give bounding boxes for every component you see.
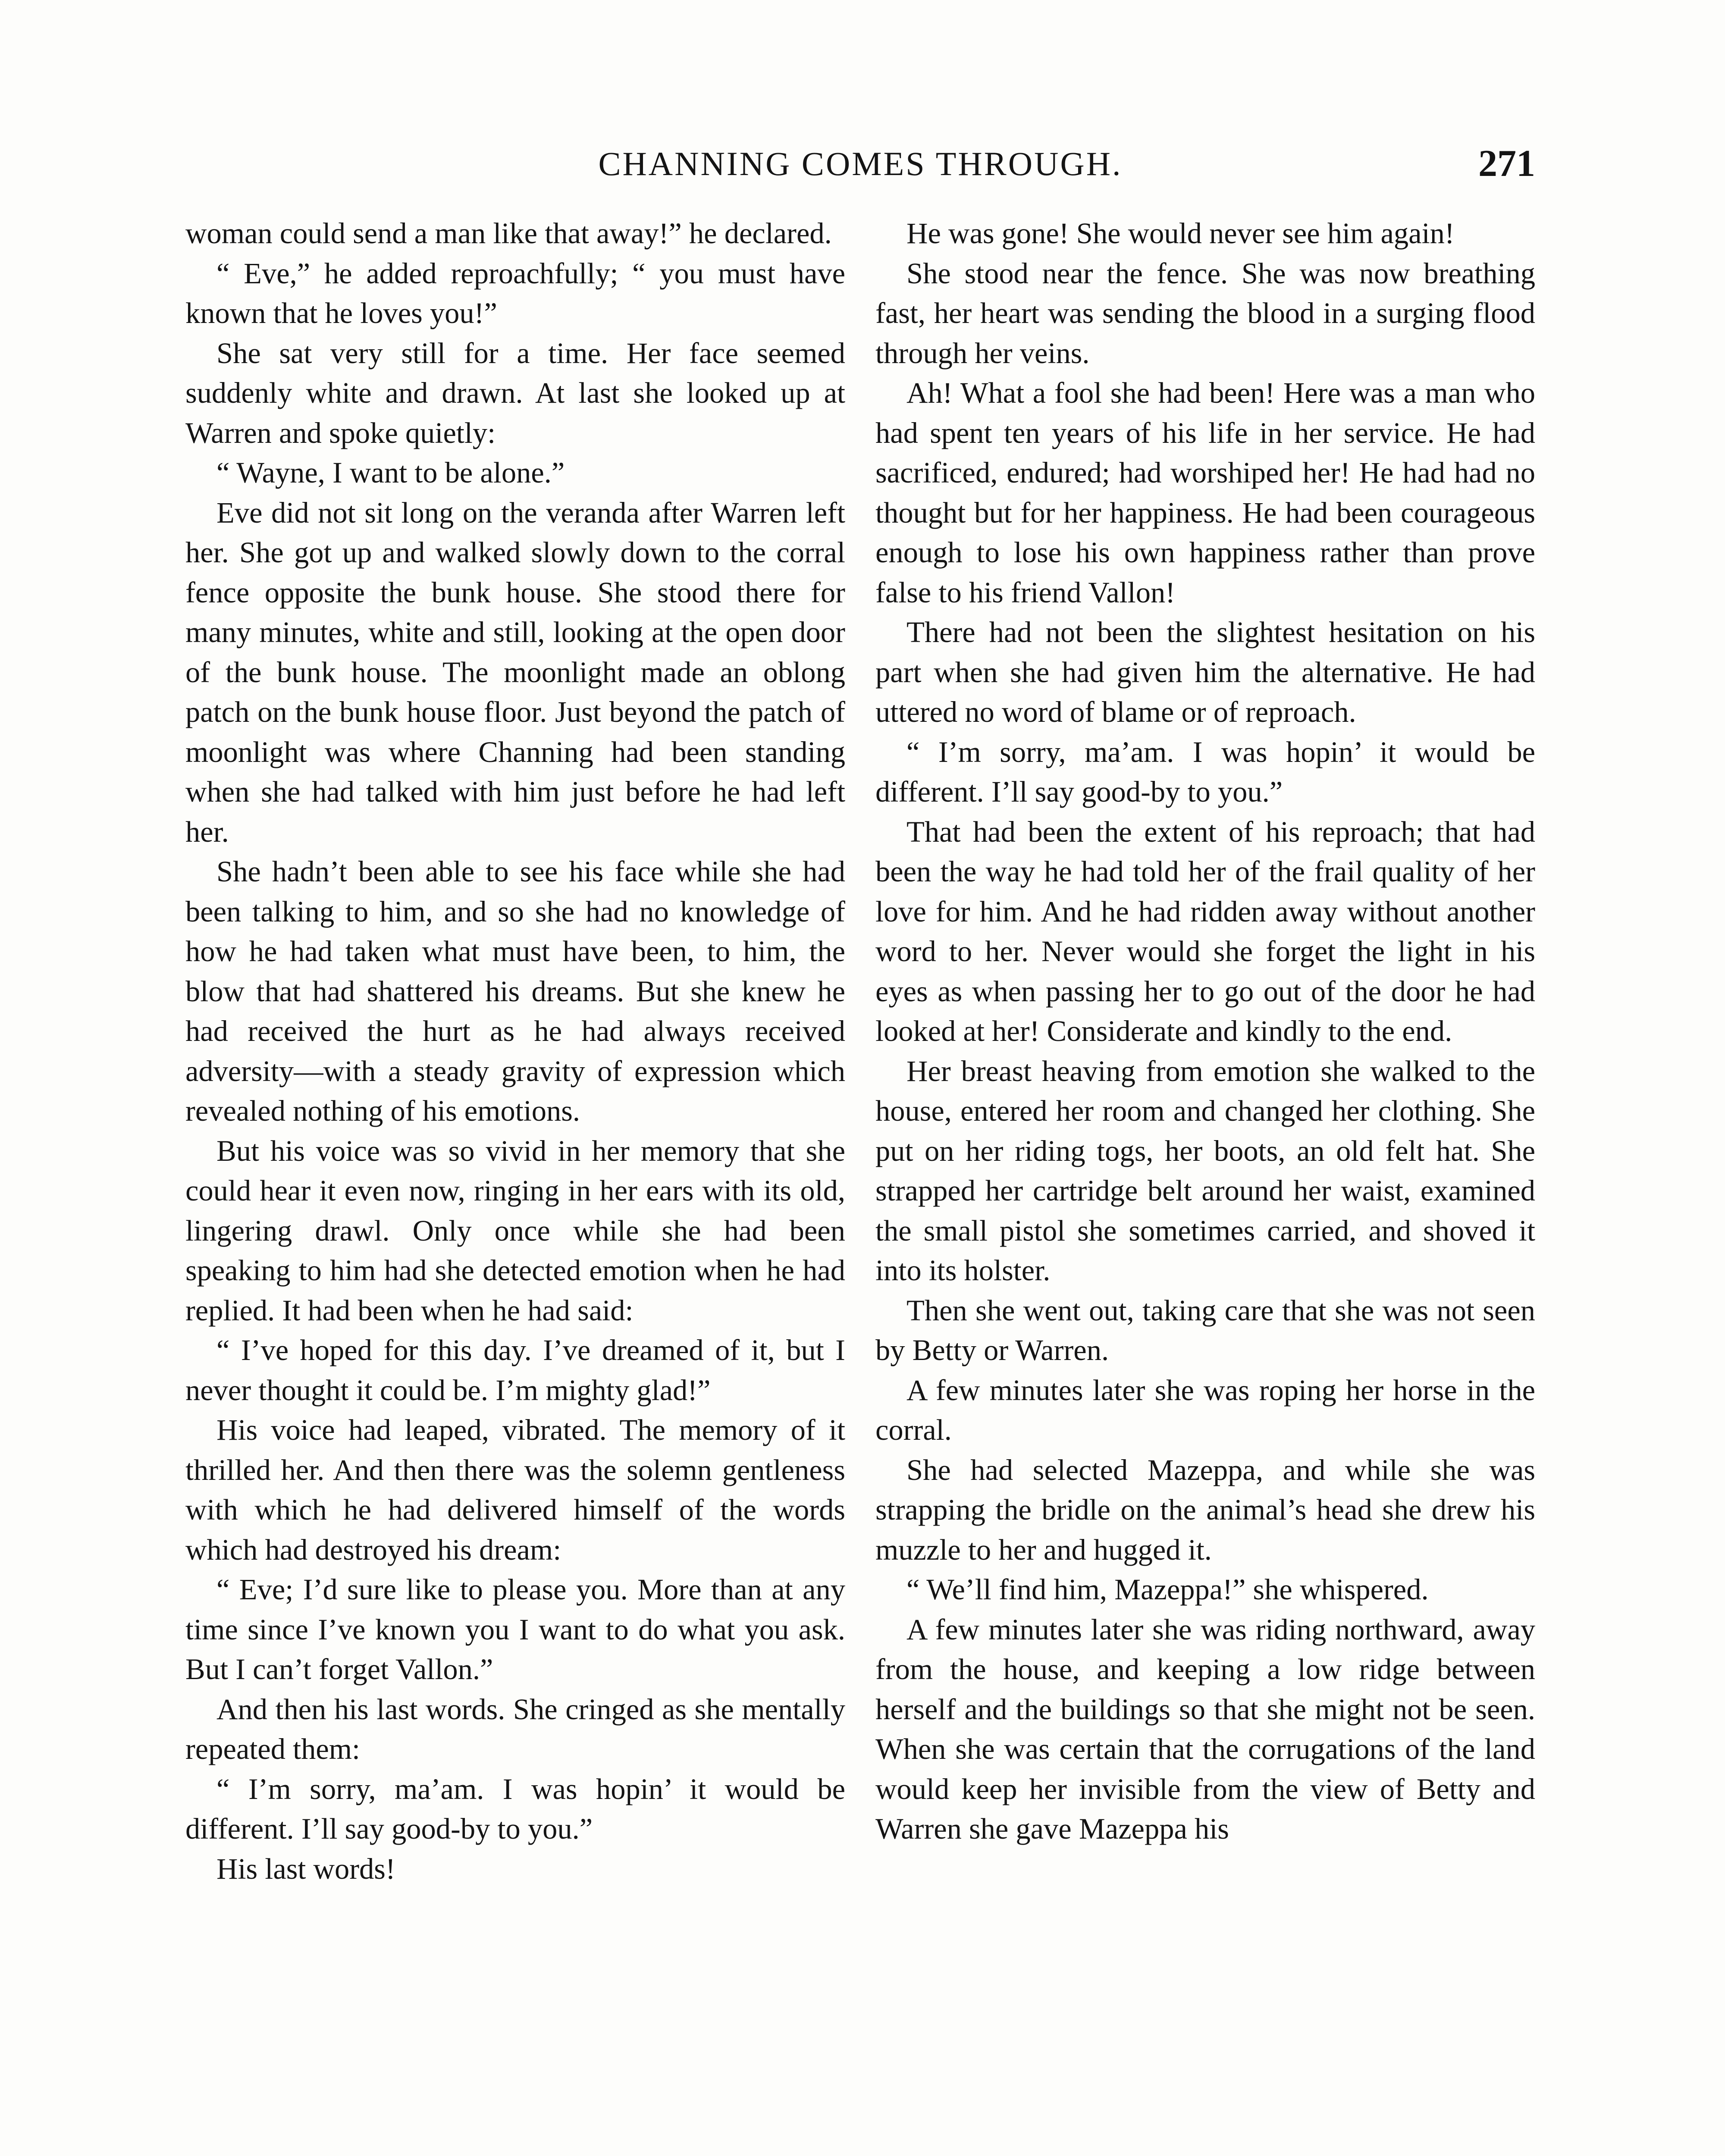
paragraph: “ I’ve hoped for this day. I’ve dreamed of it, but I never thought it could be. I’m mighty glad!” (185, 1334, 845, 1407)
paragraph: “ We’ll find him, Mazeppa!” she whispered. (906, 1573, 1429, 1606)
paragraph: She sat very still for a time. Her face seemed suddenly white and drawn. At last she looked up at Warren and spoke quietly: (185, 336, 845, 449)
paragraph: He was gone! She would never see him again! (906, 217, 1455, 250)
paragraph: “ Wayne, I want to be alone.” (216, 456, 565, 489)
paragraph: A few minutes later she was riding northward, away from the house, and keeping a low ridge between herself and the buildings so that she might not be seen. When she was certain that the corrugations of the land would keep her invisible from the view of Betty and Warren she gave Mazeppa his (875, 1613, 1535, 1845)
paragraph: But his voice was so vivid in her memory that she could hear it even now, ringing in her ears with its old, lingering drawl. Only once while she had been speaking to him had she detected emotion when he had replied. It had been when he had said: (185, 1134, 845, 1327)
paragraph: Then she went out, taking care that she was not seen by Betty or Warren. (875, 1294, 1535, 1366)
paragraph: She stood near the fence. She was now breathing fast, her heart was sending the blood in a surging flood through her veins. (875, 257, 1535, 370)
page-number: 271 (1478, 143, 1535, 185)
paragraph: A few minutes later she was roping her horse in the corral. (875, 1373, 1535, 1446)
page-header (185, 140, 1535, 188)
paragraph: “ I’m sorry, ma’am. I was hopin’ it would be different. I’ll say good-by to you.” (185, 1772, 845, 1845)
paragraph: woman could send a man like that away!” he declared. (185, 217, 832, 250)
paragraph: His last words! (216, 1852, 395, 1885)
paragraph: Ah! What a fool she had been! Here was a man who had spent ten years of his life in her service. He had sacrificed, endured; had worshiped her! He had had no thought but for her happiness. He had been courageous enough to lose his own happiness rather than prove false to his friend Vallon! (875, 376, 1535, 609)
paragraph: His voice had leaped, vibrated. The memory of it thrilled her. And then there was the solemn gentleness with which he had delivered himself of the words which had destroyed his dream: (185, 1413, 845, 1566)
left-column (185, 213, 845, 1889)
paragraph: “ Eve,” he added reproachfully; “ you must have known that he loves you!” (185, 257, 845, 329)
paragraph: She hadn’t been able to see his face while she had been talking to him, and so she had no knowledge of how he had taken what must have been, to him, the blow that had shattered his dreams. But she knew he had received the hurt as he had always received adversity—with a steady gravity of expression which revealed nothing of his emotions. (185, 855, 845, 1127)
paragraph: She had selected Mazeppa, and while she was strapping the bridle on the animal’s head she drew his muzzle to her and hugged it. (875, 1453, 1535, 1566)
right-column (875, 213, 1535, 1849)
paragraph: And then his last words. She cringed as she mentally repeated them: (185, 1692, 845, 1765)
paragraph: That had been the extent of his reproach; that had been the way he had told her of the frail quality of her love for him. And he had ridden away without another word to her. Never would she forget the light in his eyes as when passing her to go out of the door he had looked at her! Considerate and kindly to the end. (875, 815, 1535, 1047)
paragraph: “ Eve; I’d sure like to please you. More than at any time since I’ve known you I want to do what you ask. But I can’t forget Vallon.” (185, 1573, 845, 1686)
paragraph: Eve did not sit long on the veranda after Warren left her. She got up and walked slowly down to the corral fence opposite the bunk house. She stood there for many minutes, white and still, looking at the open door of the bunk house. The moonlight made an oblong patch on the bunk house floor. Just beyond the patch of moonlight was where Channing had been standing when she had talked with him just before he had left her. (185, 496, 845, 848)
paragraph: There had not been the slightest hesitation on his part when she had given him the alternative. He had uttered no word of blame or of reproach. (875, 616, 1535, 728)
running-title: CHANNING COMES THROUGH. (598, 145, 1123, 182)
paragraph: Her breast heaving from emotion she walked to the house, entered her room and changed her clothing. She put on her riding togs, her boots, an old felt hat. She strapped her cartridge belt around her waist, examined the small pistol she sometimes carried, and shoved it into its holster. (875, 1054, 1535, 1287)
paragraph: “ I’m sorry, ma’am. I was hopin’ it would be different. I’ll say good-by to you.” (875, 735, 1535, 808)
